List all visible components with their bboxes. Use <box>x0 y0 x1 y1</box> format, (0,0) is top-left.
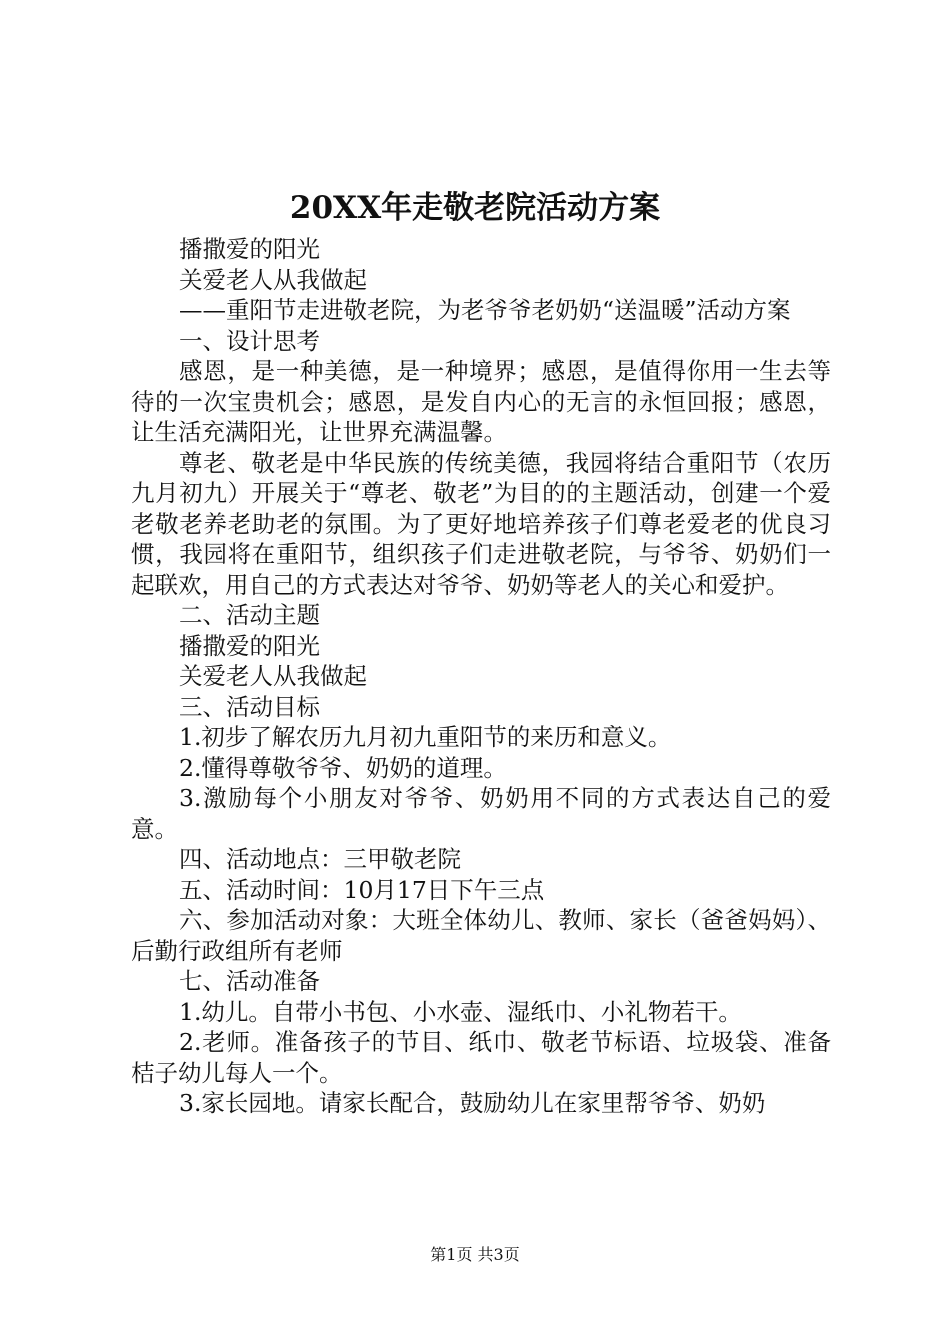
goal-item-3: 3.激励每个小朋友对爷爷、奶奶用不同的方式表达自己的爱意。 <box>131 784 831 843</box>
page-footer: 第1页 共3页 <box>430 1245 520 1264</box>
paragraph-gratitude: 感恩，是一种美德，是一种境界；感恩，是值得你用一生去等待的一次宝贵机会；感恩，是发自内心的无言的永恒回报；感恩，让生活充满阳光，让世界充满温馨。 <box>131 357 831 446</box>
theme-line-1: 播撒爱的阳光 <box>179 631 320 660</box>
section-time: 五、活动时间：10月17日下午三点 <box>179 875 545 904</box>
section-heading-7: 七、活动准备 <box>179 967 320 995</box>
prep-item-3: 3.家长园地。请家长配合，鼓励幼儿在家里帮爷爷、奶奶 <box>179 1089 766 1117</box>
paragraph-slogan-1: 播撒爱的阳光 <box>179 235 320 263</box>
section-location: 四、活动地点：三甲敬老院 <box>179 845 461 873</box>
document-title: 20XX年走敬老院活动方案 <box>289 190 661 226</box>
document-body <box>131 234 831 1119</box>
section-heading-2: 二、活动主题 <box>179 601 320 629</box>
prep-item-1: 1.幼儿。自带小书包、小水壶、湿纸巾、小礼物若干。 <box>179 997 742 1026</box>
section-heading-1: 一、设计思考 <box>179 326 320 355</box>
theme-line-2: 关爱老人从我做起 <box>179 662 367 690</box>
paragraph-slogan-2: 关爱老人从我做起 <box>179 265 367 294</box>
section-heading-3: 三、活动目标 <box>179 692 320 721</box>
paragraph-respect-elders: 尊老、敬老是中华民族的传统美德，我园将结合重阳节（农历九月初九）开展关于“尊老、敬老”为目的的主题活动，创建一个爱老敬老养老助老的氛围。为了更好地培养孩子们尊老爱老的优良习惯，我园将在重阳节，组织孩子们走进敬老院，与爷爷、奶奶们一起联欢，用自己的方式表达对爷爷、奶奶等老人的关心和爱护。 <box>131 448 831 599</box>
prep-item-2: 2.老师。准备孩子的节目、纸巾、敬老节标语、垃圾袋、准备桔子幼儿每人一个。 <box>131 1028 831 1087</box>
goal-item-2: 2.懂得尊敬爷爷、奶奶的道理。 <box>179 753 507 782</box>
goal-item-1: 1.初步了解农历九月初九重阳节的来历和意义。 <box>179 723 672 751</box>
section-participants: 六、参加活动对象：大班全体幼儿、教师、家长（爸爸妈妈）、后勤行政组所有老师 <box>131 906 831 965</box>
paragraph-subtitle: ——重阳节走进敬老院，为老爷爷老奶奶“送温暖”活动方案 <box>179 296 791 324</box>
